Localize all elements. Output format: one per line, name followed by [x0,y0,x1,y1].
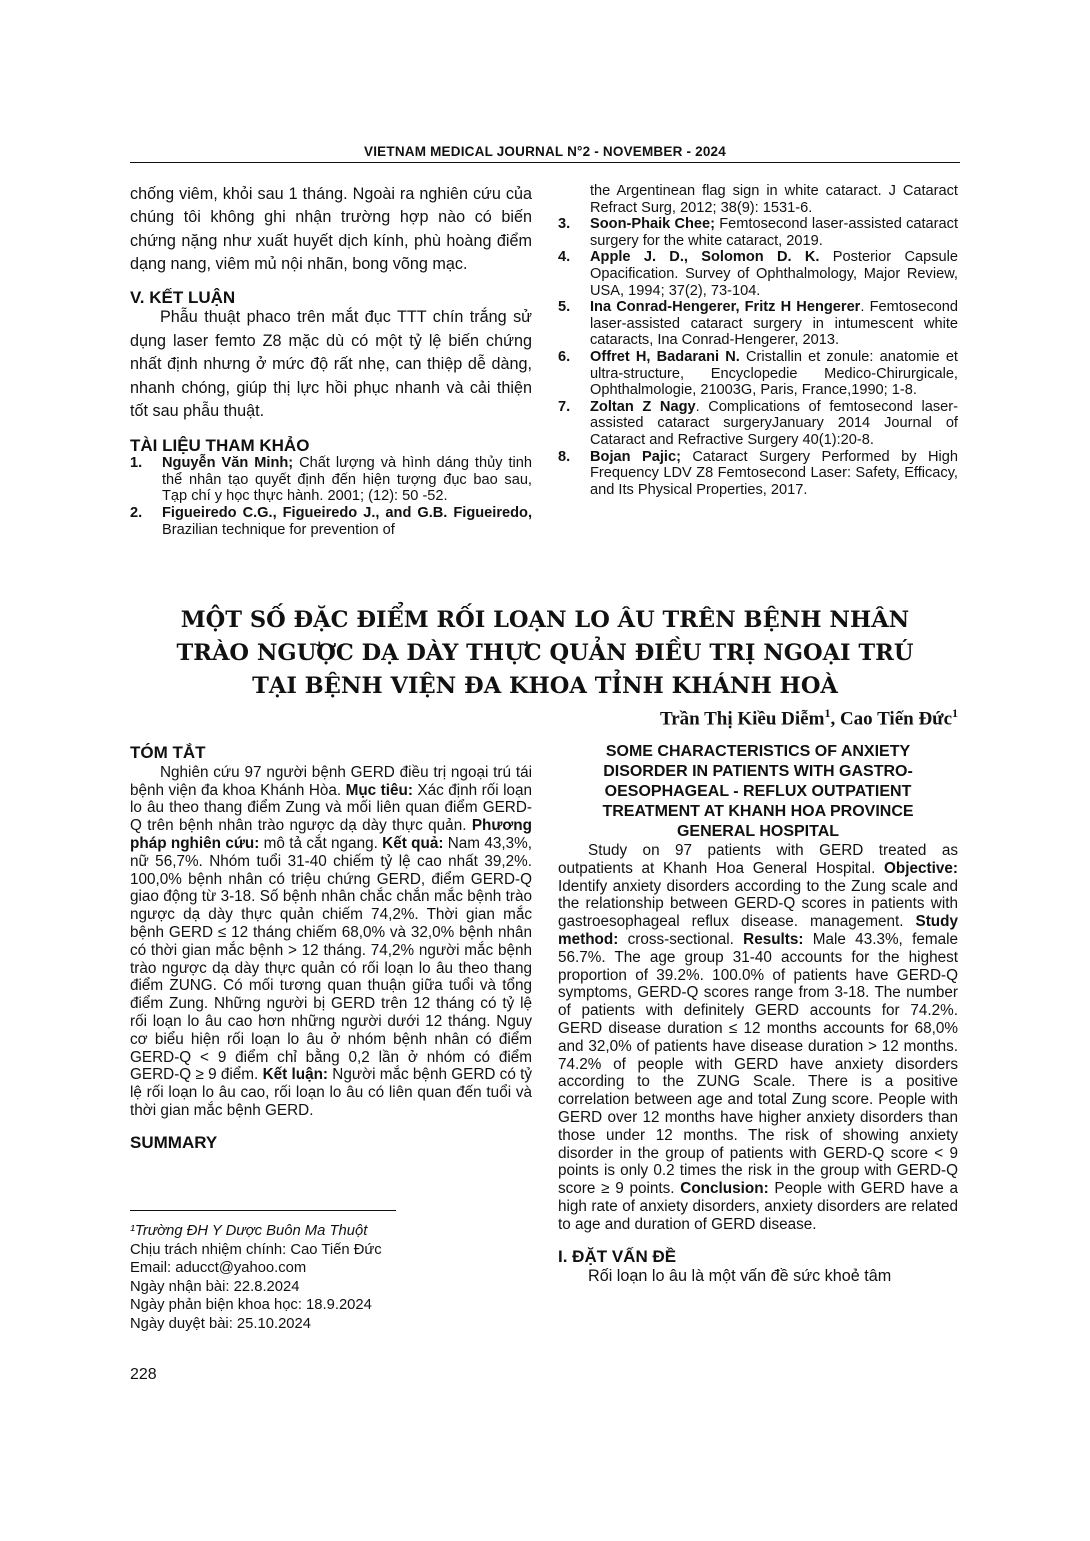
reference-authors: Nguyễn Văn Minh; [162,455,294,472]
reference-text: Femtosecond laser-assisted cataract surgery for the white cataract, 2019. [590,216,958,249]
reference-continued [558,183,958,216]
abstract-text: cross-sectional. [618,930,744,948]
references-list-left [130,455,532,538]
abstract-section-label: Results: [743,930,804,948]
author-separator: , [830,708,840,730]
abstract-english [558,842,958,1234]
footnote-reviewed: Ngày phản biện khoa học: 18.9.2024 [130,1297,372,1314]
abstract-text: Study on 97 patients with GERD treated as outpatients at Khanh Hoa General Hospital. [558,842,958,877]
reference-authors: Figueiredo C.G., Figueiredo J., and G.B. Figueiredo, [162,505,532,522]
reference-item [558,249,958,299]
page-number: 228 [130,1366,157,1383]
reference-number: 8. [558,448,571,465]
english-title [558,742,958,842]
reference-item [558,399,958,449]
abstract-section-label: Kết quả: [382,834,444,852]
abstract-text: Identify anxiety disorders according to the Zung scale and the relationship between GERD-Q scores in patients with gastroesophageal reflux disease. management. [558,877,958,931]
summary-heading: SUMMARY [130,1132,218,1152]
reference-item [558,449,958,499]
introduction-heading: I. ĐẶT VẤN ĐỀ [558,1246,677,1266]
article-left-column [130,744,532,1152]
continued-paragraph: chống viêm, khỏi sau 1 tháng. Ngoài ra nghiên cứu của chúng tôi không ghi nhận trường hợp nào có biến chứng nặng như xuất huyết dịch kính, phù hoàng điểm dạng nang, viêm mủ nội nhãn, bong võng mạc. [130,185,532,274]
conclusion-text: Phẫu thuật phaco trên mắt đục TTT chín trắng sử dụng laser femto Z8 mặc dù có một tỷ lệ biến chứng nhất định nhưng ở mức độ rất nhẹ, can thiệp dễ dàng, nhanh chóng, giúp thị lực hồi phục nhanh và cải thiện tốt sau phẫu thuật. [130,308,532,421]
reference-authors: Offret H, Badarani N. [590,348,740,365]
reference-number: 7. [558,398,571,415]
footnote-rule [130,1210,396,1211]
reference-authors: Ina Conrad-Hengerer, Fritz H Hengerer [590,299,861,316]
abstract-heading: TÓM TẮT [130,743,206,762]
reference-text: Cristallin et zonule: anatomie et ultra-structure, Encyclopedie Medico-Chirurgicale, Ophthalmologie, 21003G, Paris, France,1990; 1-8. [590,348,958,399]
abstract-text: Người mắc bệnh GERD có tỷ lệ rối loạn lo âu cao, rối loạn lo âu có liên quan đến tuổi và thời gian mắc bệnh GERD. [130,1066,532,1119]
title-line: TẠI BỆNH VIỆN ĐA KHOA TỈNH KHÁNH HOÀ [252,673,838,699]
references-heading: TÀI LIỆU THAM KHẢO [130,436,310,456]
abstract-section-label: Mục tiêu: [345,781,413,799]
footnote-email: Email: aducct@yahoo.com [130,1260,307,1277]
author-name: Cao Tiến Đức [839,708,952,730]
abstract-text: mô tả cắt ngang. [259,834,383,852]
reference-text: Cataract Surgery Performed by High Frequency LDV Z8 Femtosecond Laser: Safety, Efficacy, and Its Physical Properties, 2017. [590,448,959,498]
abstract-text: Nam 43,3%, nữ 56,7%. Nhóm tuổi 31-40 chiếm tỷ lệ cao nhất 39,2%. 100,0% bệnh nhân có triệu chứng GERD, điểm GERD-Q giao động từ 3-18. Số bệnh nhân chắc chắn mắc bệnh trào ngược dạ dày thực quản chiếm 74,2%. Thời gian mắc bệnh GERD ≤ 12 tháng chiếm 68,0% và 32,0% bệnh nhân có thời gian mắc bệnh > 12 tháng. 74,2% người mắc bệnh trào ngược dạ dày thực quản có rối loạn lo âu theo thang điểm ZUNG. Có mối tương quan thuận giữa tuổi và tổng điểm Zung. Những người bị GERD trên 12 tháng có tỷ lệ rối loạn lo âu cao hơn những người dưới 12 tháng. Nguy cơ biểu hiện rối loạn lo âu ở nhóm bệnh nhân có điểm GERD-Q < 9 điểm chỉ bằng 0,2 lần ở nhóm có điểm GERD-Q ≥ 9 điểm. [130,834,532,1084]
reference-continued-text: the Argentinean flag sign in white cataract. J Cataract Refract Surg, 2012; 38(9): 1531-6. [590,183,958,216]
article-title [130,604,960,703]
references-list-right [558,183,958,216]
reference-text: . Complications of femtosecond laser-assisted cataract surgeryJanuary 2014 Journal of Cataract and Refractive Surgery 40(1):20-8. [590,398,958,448]
references-list-right-items [558,216,958,498]
title-line: TRÀO NGƯỢC DẠ DÀY THỰC QUẢN ĐIỀU TRỊ NGOẠI TRÚ [176,640,914,666]
reference-authors: Zoltan Z Nagy [590,398,696,415]
abstract-vietnamese [130,764,532,1120]
reference-number: 5. [558,299,571,316]
prev-right-column [558,183,958,498]
abstract-text: Male 43.3%, female 56.7%. The age group 31-40 accounts for the highest proportion of 39.2%. 100.0% of patients have GERD-Q symptoms, GERD-Q scores range from 3-18. The number of patients with definitely GERD accounts for 74.2%. GERD disease duration ≤ 12 months accounts for 68,0% and 32,0% of patients have disease duration > 12 months. 74.2% of people with GERD have anxiety disorders according to the ZUNG Scale. There is a positive correlation between age and total Zung score. People with GERD over 12 months have higher anxiety disorders than those under 12 months. The risk of showing anxiety disorder in the group of patients with GERD-Q score < 9 points is only 0.2 times the risk in the group with GERD-Q score ≥ 9 points. [558,930,958,1198]
reference-number: 3. [558,216,571,233]
footnote-affiliation: ¹Trường ĐH Y Dược Buôn Ma Thuột [130,1223,368,1239]
reference-number: 6. [558,348,571,365]
reference-number: 1. [130,455,143,472]
reference-item [558,216,958,249]
abstract-text: Nghiên cứu 97 người bệnh GERD điều trị ngoại trú tái bệnh viện đa khoa Khánh Hòa. [130,763,532,799]
reference-number: 2. [130,505,143,522]
reference-item [130,455,532,505]
abstract-section-label: Conclusion: [680,1180,769,1198]
author-name: Trần Thị Kiều Diễm [659,708,825,730]
reference-authors: Bojan Pajic; [590,448,681,465]
abstract-section-label: Phương pháp nghiên cứu: [130,817,532,852]
prev-left-column [130,183,532,538]
english-title-line: GENERAL HOSPITAL [676,823,840,840]
title-line: MỘT SỐ ĐẶC ĐIỂM RỐI LOẠN LO ÂU TRÊN BỆNH NHÂN [180,607,910,633]
english-title-line: TREATMENT AT KHANH HOA PROVINCE [602,803,914,820]
english-title-line: SOME CHARACTERISTICS OF ANXIETY [605,743,911,760]
reference-item [558,299,958,349]
english-title-line: OESOPHAGEAL - REFLUX OUTPATIENT [604,783,912,800]
reference-text: Posterior Capsule Opacification. Survey of Ophthalmology, Major Review, USA, 1994; 37(2), 73-104. [590,249,958,299]
abstract-text: Xác định rối loạn lo âu theo thang điểm Zung và mối liên quan điểm GERD-Q trên bệnh nhân trào ngược dạ dày thực quản. [130,781,532,835]
footnote-responsible: Chịu trách nhiệm chính: Cao Tiến Đức [130,1241,382,1258]
reference-text: Chất lượng và hình dáng thủy tinh thể nhân tạo quyết định đến hiện tượng đục bao sau, Tạp chí y học thực hành. 2001; (12): 50 -52. [162,455,533,505]
english-title-line: DISORDER IN PATIENTS WITH GASTRO- [603,763,913,780]
abstract-section-label: Study method: [558,913,958,948]
author-affiliation-mark: 1 [824,706,831,720]
introduction-text: Rối loạn lo âu là một vấn đề sức khoẻ tâm [588,1267,892,1286]
footnote [130,1222,382,1334]
reference-number: 4. [558,249,571,266]
journal-header: VIETNAM MEDICAL JOURNAL N°2 - NOVEMBER - 2024 [364,144,726,159]
abstract-section-label: Kết luận: [262,1066,329,1084]
reference-text: Brazilian technique for prevention of [162,521,395,538]
conclusion-heading: V. KẾT LUẬN [130,287,236,307]
author-affiliation-mark: 1 [952,706,958,720]
abstract-text: People with GERD have a high rate of anxiety disorders, anxiety disorders are related to age and duration of GERD disease. [558,1180,958,1233]
article-right-column [558,742,958,1287]
abstract-section-label: Objective: [884,859,958,877]
reference-text: . Femtosecond laser-assisted cataract surgery in intumescent white cataracts, Ina Conrad-Hengerer, 2013. [590,299,958,349]
reference-item [130,505,532,538]
article-authors [660,706,958,730]
footnote-accepted: Ngày duyệt bài: 25.10.2024 [130,1315,311,1332]
reference-authors: Apple J. D., Solomon D. K. [590,249,820,266]
reference-authors: Soon-Phaik Chee; [590,216,716,233]
footnote-received: Ngày nhận bài: 22.8.2024 [130,1278,300,1295]
header-rule [130,162,960,163]
reference-item [558,349,958,399]
